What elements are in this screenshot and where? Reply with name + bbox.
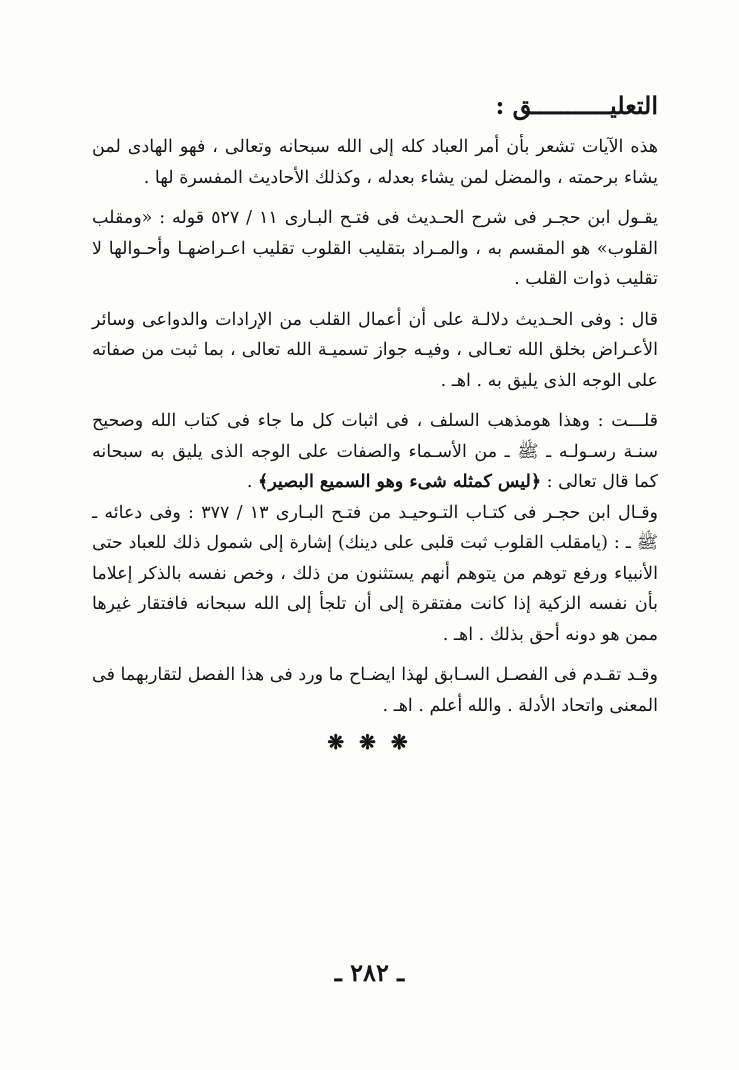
paragraph-5: وقـال ابن حجـر فى كتـاب التـوحيـد من فتـح البـارى ١٣ / ٣٧٧ : وفى دعائه ـ ﷺ ـ : (يامقلب القلوب ثبت قلبى على دينك) إشارة إلى شمول ذلك للعباد حتى الأنبياء ورفع توهم من يتوهم أنهم يستثنون من ذلك ، وخص نفسه بالذكر إعلاما بأن نفسه الزكية إذا كانت مفتقرة إلى أن تلجأ إلى الله سبحانه فافتقار غيرها ممن هو دونه أحق بذلك . اهـ .	[92, 502, 659, 645]
section-divider-ornament: ❋ ❋ ❋	[327, 730, 412, 754]
page-number: ـ ٢٨٢ ـ	[334, 958, 405, 987]
section-heading: التعليـــــــــــق :	[495, 91, 658, 120]
paragraph-1: هذه الآيات تشعر بأن أمر العباد كله إلى الله سبحانه وتعالى ، فهو الهادى لمن يشاء برحمته ، والمضل لمن يشاء بعدله ، وكذلك الأحاديث المفسرة لها .	[92, 137, 658, 188]
page-body	[92, 90, 658, 731]
paragraph-4-suffix: .	[246, 472, 258, 492]
paragraph-3: قال : وفى الحـديث دلالـة على أن أعمال القلب من الإرادات والدواعى وسائر الأعـراض بخلق الله تعـالى ، وفيـه جواز تسميـة الله تعالى ، بما ثبت من صفاته على الوجه الذى يليق به . اهـ .	[92, 309, 658, 391]
paragraph-4-prefix: قلـــت : وهذا هومذهب السلف ، فى اثبات كل ما جاء فى كتاب الله وصحيح سنـة رسـولـه ـ ﷺ ـ من الأسـماء والصفات على الوجه الذى يليق به سبحانه كما قال تعالى :	[92, 411, 658, 492]
paragraph-6: وقـد تقـدم فى الفصـل السـابق لهذا ايضـاح ما ورد فى هذا الفصل لتقاربهما فى المعنى واتحاد الأدلة . والله أعلم . اهـ .	[92, 665, 658, 716]
quran-quote: ﴿ليس كمثله شىء وهو السميع البصير﴾	[257, 472, 542, 492]
paragraph-2: يقـول ابن حجـر فى شرح الحـديث فى فتـح البـارى ١١ / ٥٢٧ قوله : «ومقلب القلوب» هو المقسم به ، والمـراد بتقليب القلوب تقليب اعـراضهـا وأحـوالها لا تقليب ذوات القلب .	[92, 208, 658, 289]
paragraph-4	[92, 406, 658, 498]
